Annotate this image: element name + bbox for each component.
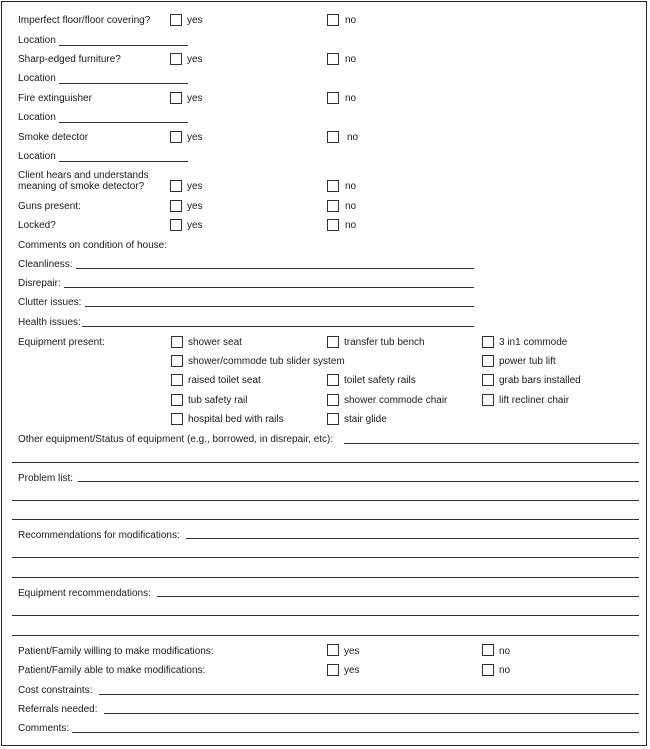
able-no-checkbox[interactable]: [482, 664, 494, 676]
smoke-no-label: no: [347, 132, 359, 143]
hospital-bed-label: hospital bed with rails: [188, 414, 284, 425]
furniture-location-line[interactable]: [59, 83, 188, 84]
locked-yes-label: yes: [187, 220, 203, 231]
willing-no-label: no: [499, 646, 511, 657]
guns-yes-label: yes: [187, 201, 203, 212]
shower-seat-label: shower seat: [188, 337, 242, 348]
equip-recs-label: Equipment recommendations:: [18, 588, 151, 599]
floor-yes-checkbox[interactable]: [170, 14, 182, 26]
rec-mods-line-3[interactable]: [12, 577, 639, 578]
smoke-location-label: Location: [18, 151, 56, 162]
extinguisher-question: Fire extinguisher: [18, 93, 92, 104]
guns-no-label: no: [345, 201, 357, 212]
client-no-label: no: [345, 181, 357, 192]
shower-commode-slider-label: shower/commode tub slider system: [188, 356, 345, 367]
transfer-tub-bench-label: transfer tub bench: [344, 337, 425, 348]
floor-yes-label: yes: [187, 15, 203, 26]
rec-mods-line-2[interactable]: [12, 557, 639, 558]
lift-recliner-checkbox[interactable]: [482, 394, 494, 406]
locked-yes-checkbox[interactable]: [170, 219, 182, 231]
furniture-yes-label: yes: [187, 54, 203, 65]
floor-location-line[interactable]: [59, 45, 188, 46]
referrals-label: Referrals needed:: [18, 704, 98, 715]
extinguisher-yes-checkbox[interactable]: [170, 92, 182, 104]
smoke-location-line[interactable]: [59, 161, 188, 162]
toilet-safety-rails-checkbox[interactable]: [327, 374, 339, 386]
smoke-yes-label: yes: [187, 132, 203, 143]
guns-yes-checkbox[interactable]: [170, 200, 182, 212]
hospital-bed-checkbox[interactable]: [171, 413, 183, 425]
smoke-no-checkbox[interactable]: [327, 131, 339, 143]
able-yes-label: yes: [344, 665, 360, 676]
raised-toilet-seat-checkbox[interactable]: [171, 374, 183, 386]
locked-question: Locked?: [18, 220, 56, 231]
client-yes-checkbox[interactable]: [170, 180, 182, 192]
able-yes-checkbox[interactable]: [327, 664, 339, 676]
health-label: Health issues:: [18, 317, 81, 328]
extinguisher-no-checkbox[interactable]: [327, 92, 339, 104]
guns-question: Guns present:: [18, 201, 81, 212]
locked-no-label: no: [345, 220, 357, 231]
rec-mods-label: Recommendations for modifications:: [18, 530, 180, 541]
cleanliness-line[interactable]: [76, 268, 474, 269]
floor-no-label: no: [345, 15, 357, 26]
comments-line[interactable]: [72, 732, 639, 733]
toilet-safety-rails-label: toilet safety rails: [344, 375, 416, 386]
extinguisher-location-label: Location: [18, 112, 56, 123]
disrepair-line[interactable]: [64, 287, 474, 288]
power-tub-lift-label: power tub lift: [499, 356, 556, 367]
stair-glide-label: stair glide: [344, 414, 387, 425]
power-tub-lift-checkbox[interactable]: [482, 355, 494, 367]
floor-no-checkbox[interactable]: [327, 14, 339, 26]
able-no-label: no: [499, 665, 511, 676]
equipment-present-label: Equipment present:: [18, 337, 105, 348]
tub-safety-rail-label: tub safety rail: [188, 395, 248, 406]
comments-label: Comments:: [18, 723, 70, 734]
cost-label: Cost constraints:: [18, 685, 93, 696]
shower-seat-checkbox[interactable]: [171, 336, 183, 348]
referrals-line[interactable]: [104, 713, 639, 714]
lift-recliner-label: lift recliner chair: [499, 395, 570, 406]
furniture-yes-checkbox[interactable]: [170, 53, 182, 65]
problem-list-line-1[interactable]: [78, 481, 639, 482]
problem-list-label: Problem list:: [18, 473, 74, 484]
client-question-line1: Client hears and understands: [18, 170, 149, 181]
extinguisher-yes-label: yes: [187, 93, 203, 104]
willing-label: Patient/Family willing to make modifications:: [18, 646, 214, 657]
floor-question: Imperfect floor/floor covering?: [18, 15, 151, 26]
rec-mods-line-1[interactable]: [186, 538, 639, 539]
other-equipment-line-1[interactable]: [344, 443, 639, 444]
furniture-no-label: no: [345, 54, 357, 65]
furniture-location-label: Location: [18, 73, 56, 84]
clutter-line[interactable]: [85, 306, 474, 307]
cleanliness-label: Cleanliness:: [18, 259, 73, 270]
raised-toilet-seat-label: raised toilet seat: [188, 375, 261, 386]
commode-3in1-label: 3 in1 commode: [499, 337, 568, 348]
disrepair-label: Disrepair:: [18, 278, 61, 289]
other-equipment-line-2[interactable]: [12, 462, 639, 463]
able-label: Patient/Family able to make modifications:: [18, 665, 206, 676]
client-no-checkbox[interactable]: [327, 180, 339, 192]
clutter-label: Clutter issues:: [18, 297, 82, 308]
client-question-line2: meaning of smoke detector?: [18, 181, 145, 192]
transfer-tub-bench-checkbox[interactable]: [327, 336, 339, 348]
equip-recs-line-3[interactable]: [12, 635, 639, 636]
guns-no-checkbox[interactable]: [327, 200, 339, 212]
furniture-no-checkbox[interactable]: [327, 53, 339, 65]
willing-yes-label: yes: [344, 646, 360, 657]
tub-safety-rail-checkbox[interactable]: [171, 394, 183, 406]
shower-commode-slider-checkbox[interactable]: [171, 355, 183, 367]
floor-location-label: Location: [18, 35, 56, 46]
willing-yes-checkbox[interactable]: [327, 644, 339, 656]
problem-list-line-3[interactable]: [12, 519, 639, 520]
client-yes-label: yes: [187, 181, 203, 192]
grab-bars-label: grab bars installed: [499, 375, 581, 386]
shower-commode-chair-checkbox[interactable]: [327, 394, 339, 406]
cost-line[interactable]: [99, 694, 639, 695]
problem-list-line-2[interactable]: [12, 500, 639, 501]
extinguisher-no-label: no: [345, 93, 357, 104]
stair-glide-checkbox[interactable]: [327, 413, 339, 425]
smoke-yes-checkbox[interactable]: [170, 131, 182, 143]
smoke-question: Smoke detector: [18, 132, 89, 143]
comments-house-heading: Comments on condition of house:: [18, 240, 167, 251]
extinguisher-location-line[interactable]: [59, 122, 188, 123]
furniture-question: Sharp-edged furniture?: [18, 54, 121, 65]
shower-commode-chair-label: shower commode chair: [344, 395, 448, 406]
equip-recs-line-2[interactable]: [12, 615, 639, 616]
willing-no-checkbox[interactable]: [482, 644, 494, 656]
equip-recs-line-1[interactable]: [157, 596, 639, 597]
locked-no-checkbox[interactable]: [327, 219, 339, 231]
commode-3in1-checkbox[interactable]: [482, 336, 494, 348]
health-line[interactable]: [82, 326, 474, 327]
other-equipment-label: Other equipment/Status of equipment (e.g., borrowed, in disrepair, etc):: [18, 434, 334, 445]
grab-bars-checkbox[interactable]: [482, 374, 494, 386]
